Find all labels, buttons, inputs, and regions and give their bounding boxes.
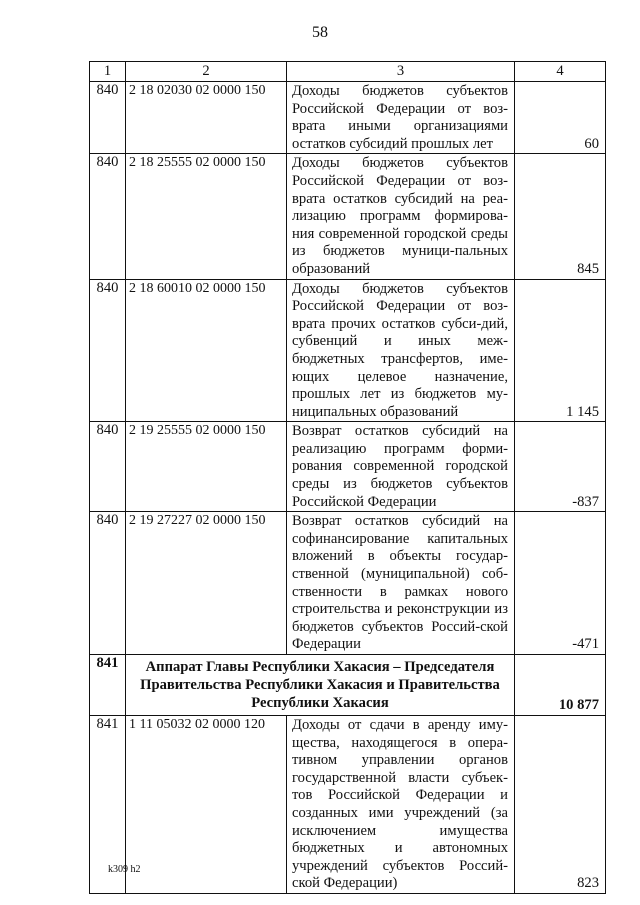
col-header-1: 1 — [90, 62, 126, 82]
budget-code-cell: 2 18 25555 02 0000 150 — [126, 154, 287, 279]
table-row — [90, 512, 606, 655]
budget-code-cell: 2 19 27227 02 0000 150 — [126, 512, 287, 655]
col-header-3: 3 — [287, 62, 515, 82]
table-header-row — [90, 62, 606, 82]
admin-code-cell: 840 — [90, 512, 126, 655]
amount-cell: 1 145 — [515, 279, 606, 422]
table-row — [90, 82, 606, 154]
revenue-name-cell: Возврат остатков субсидий на софинансирование капитальных вложений в объекты государ-ственной (муниципальной) соб-ственности в рамках нового строительства и реконструкции из бюджетов субъектов Россий-ской Федерации — [287, 512, 515, 655]
section-title: Аппарат Главы Республики Хакасия – Председателя Правительства Республики Хакасия и Правительства Республики Хакасия — [126, 655, 515, 716]
budget-code-cell: 2 19 25555 02 0000 150 — [126, 422, 287, 512]
revenue-name-cell: Доходы бюджетов субъектов Российской Федерации от воз-врата прочих остатков субси-дий, субвенций и иных меж-бюджетных трансфертов, име-ющих целевое назначение, прошлых лет из бюджетов му-ниципальных образований — [287, 279, 515, 422]
table-row — [90, 716, 606, 894]
col-header-4: 4 — [515, 62, 606, 82]
admin-code-cell: 841 — [90, 716, 126, 894]
section-admin-code: 841 — [90, 655, 126, 716]
document-footer-code: k309 h2 — [108, 864, 141, 875]
amount-cell: -471 — [515, 512, 606, 655]
amount-cell: 823 — [515, 716, 606, 894]
budget-code-cell: 2 18 60010 02 0000 150 — [126, 279, 287, 422]
table-row — [90, 279, 606, 422]
table-row — [90, 154, 606, 279]
admin-code-cell: 840 — [90, 279, 126, 422]
admin-code-cell: 840 — [90, 422, 126, 512]
budget-code-cell: 1 11 05032 02 0000 120 — [126, 716, 287, 894]
budget-code-cell: 2 18 02030 02 0000 150 — [126, 82, 287, 154]
col-header-2: 2 — [126, 62, 287, 82]
page-number: 58 — [312, 24, 328, 41]
admin-code-cell: 840 — [90, 82, 126, 154]
section-row — [90, 655, 606, 716]
table-row — [90, 422, 606, 512]
revenue-name-cell: Доходы от сдачи в аренду иму-щества, находящегося в опера-тивном управлении органов государственной власти субъек-тов Российской Федерации и созданных ими учреждений (за исключением имущества бюджетных и автономных учреждений субъектов Россий-ской Федерации) — [287, 716, 515, 894]
revenue-name-cell: Доходы бюджетов субъектов Российской Федерации от воз-врата иными организациями остатков субсидий прошлых лет — [287, 82, 515, 154]
revenue-name-cell: Возврат остатков субсидий на реализацию программ форми-рования современной городской среды из бюджетов субъектов Российской Федерации — [287, 422, 515, 512]
admin-code-cell: 840 — [90, 154, 126, 279]
amount-cell: -837 — [515, 422, 606, 512]
revenue-table — [89, 61, 606, 894]
amount-cell: 845 — [515, 154, 606, 279]
section-amount: 10 877 — [515, 655, 606, 716]
revenue-name-cell: Доходы бюджетов субъектов Российской Федерации от воз-врата остатков субсидий на реа-лизацию программ формирова-ния современной городской среды из бюджетов муници-пальных образований — [287, 154, 515, 279]
amount-cell: 60 — [515, 82, 606, 154]
